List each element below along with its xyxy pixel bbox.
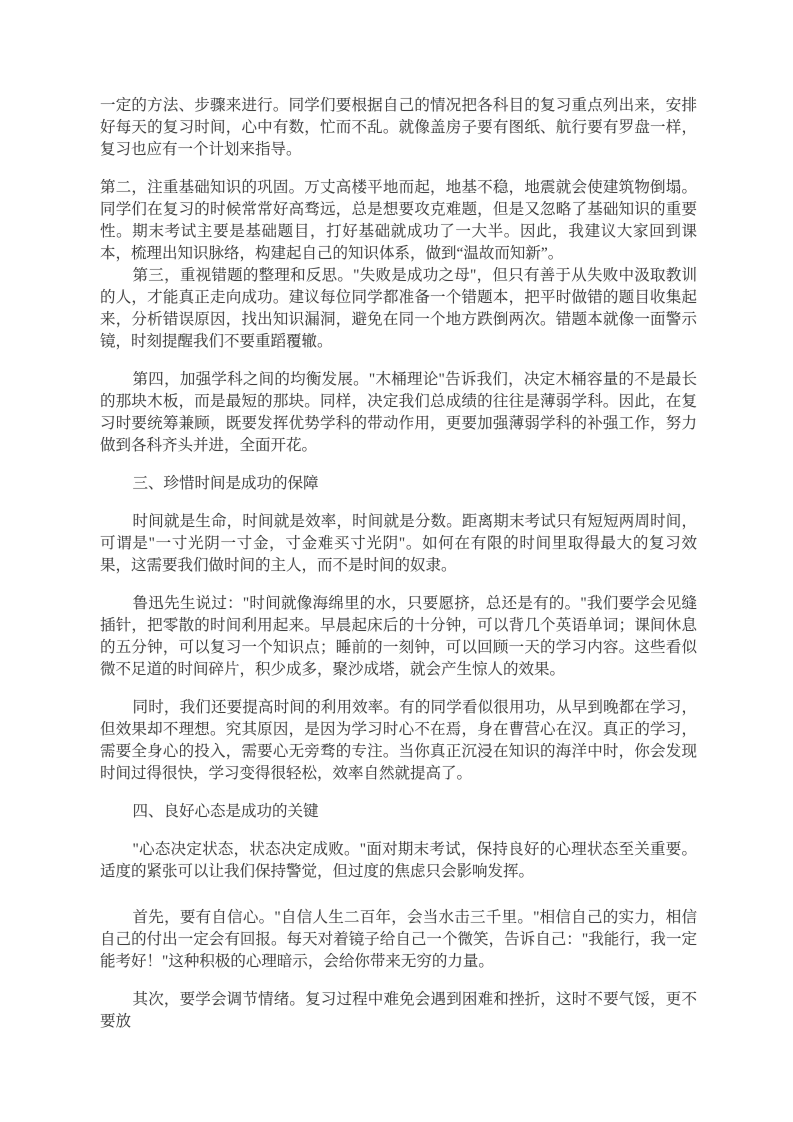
paragraph: 一定的方法、步骤来进行。同学们要根据自己的情况把各科目的复习重点列出来，安排好每天的复习时间，心中有数，忙而不乱。就像盖房子要有图纸、航行要有罗盘一样，复习也应有一个计划来指导。 <box>100 97 697 158</box>
paragraph: 其次，要学会调节情绪。复习过程中难免会遇到困难和挫折，这时不要气馁，更不要放 <box>100 991 697 1030</box>
paragraph: 首先，要有自信心。"自信人生二百年，会当水击三千里。"相信自己的实力，相信自己的付出一定会有回报。每天对着镜子给自己一个微笑，告诉自己："我能行，我一定能考好！"这种积极的心理暗示，会给你带来无穷的力量。 <box>100 909 697 970</box>
section-heading: 三、珍惜时间是成功的保障 <box>132 475 319 492</box>
paragraph: 第二，注重基础知识的巩固。万丈高楼平地而起，地基不稳，地震就会使建筑物倒塌。同学们在复习的时候常常好高骛远，总是想要攻克难题，但是又忽略了基础知识的重要性。期末考试主要是基础题目，打好基础就成功了一大半。因此，我建议大家回到课本，梳理出知识脉络，构建起自己的知识体系，做到“温故而知新”。 <box>100 179 697 262</box>
section-heading: 四、良好心态是成功的关键 <box>132 803 319 820</box>
paragraph: "心态决定状态，状态决定成败。"面对期末考试，保持良好的心理状态至关重要。适度的紧张可以让我们保持警觉，但过度的焦虑只会影响发挥。 <box>100 841 697 880</box>
paragraph: 第三，重视错题的整理和反思。"失败是成功之母"，但只有善于从失败中汲取教训的人，才能真正走向成功。建议每位同学都准备一个错题本，把平时做错的题目收集起来，分析错误原因，找出知识漏洞，避免在同一个地方跌倒两次。错题本就像一面警示镜，时刻提醒我们不要重蹈覆辙。 <box>100 267 697 350</box>
paragraph: 第四，加强学科之间的均衡发展。"木桶理论"告诉我们，决定木桶容量的不是最长的那块木板，而是最短的那块。同样，决定我们总成绩的往往是薄弱学科。因此，在复习时要统筹兼顾，既要发挥优势学科的带动作用，更要加强薄弱学科的补强工作，努力做到各科齐头并进，全面开花。 <box>100 371 697 454</box>
paragraph: 同时，我们还要提高时间的利用效率。有的同学看似很用功，从早到晚都在学习，但效果却不理想。究其原因，是因为学习时心不在焉，身在曹营心在汉。真正的学习，需要全身心的投入，需要心无旁骛的专注。当你真正沉浸在知识的海洋中时，你会发现时间过得很快，学习变得很轻松，效率自然就提高了。 <box>100 699 697 782</box>
document-body <box>100 95 697 1033</box>
paragraph: 时间就是生命，时间就是效率，时间就是分数。距离期末考试只有短短两周时间，可谓是"一寸光阴一寸金，寸金难买寸光阴"。如何在有限的时间里取得最大的复习效果，这需要我们做时间的主人，而不是时间的奴隶。 <box>100 513 697 574</box>
paragraph: 鲁迅先生说过："时间就像海绵里的水，只要愿挤，总还是有的。"我们要学会见缝插针，把零散的时间利用起来。早晨起床后的十分钟，可以背几个英语单词；课间休息的五分钟，可以复习一个知识点；睡前的一刻钟，可以回顾一天的学习内容。这些看似微不足道的时间碎片，积少成多，聚沙成塔，就会产生惊人的效果。 <box>100 595 697 678</box>
